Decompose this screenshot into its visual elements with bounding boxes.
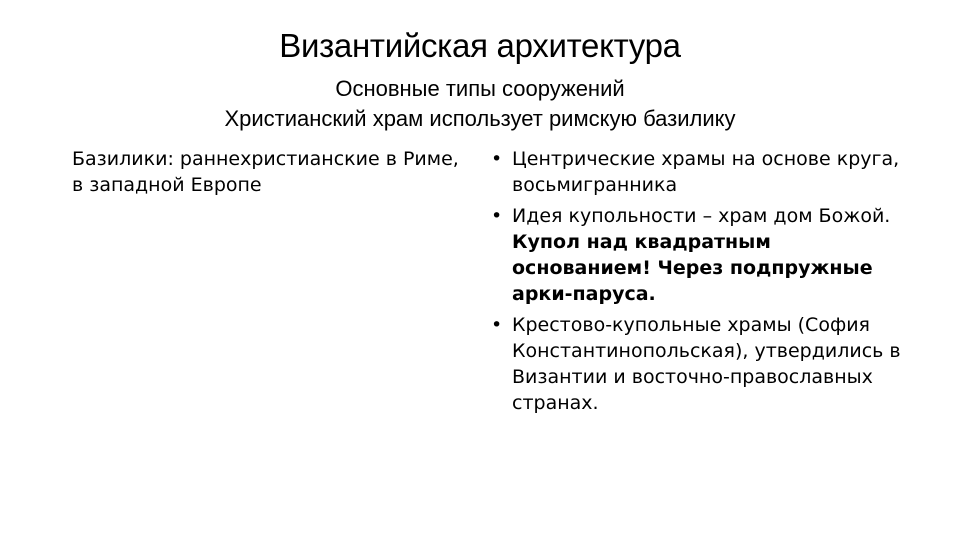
bullet-text-regular: Идея купольности – храм дом Божой. [512,205,891,227]
bullet-text: Крестово-купольные храмы (София Константинопольская), утвердились в Византии и восточно-православных странах. [512,314,901,414]
bullet-text-bold: Купол над квадратным основанием! Через подпружные арки-паруса. [512,231,873,305]
bullet-list [490,146,905,416]
slide-subtitle-line2: Христианский храм использует римскую базилику [224,106,736,131]
right-column [490,146,905,421]
bullet-dot-icon: • [491,148,503,170]
bullet-dot-icon: • [491,314,503,336]
left-column [72,146,467,198]
bullet-item-centric [490,146,905,198]
bullet-item-cross-dome [490,312,905,416]
bullet-dot-icon: • [491,205,503,227]
slide-title: Византийская архитектура [279,27,681,64]
bullet-text: Центрические храмы на основе круга, восьмигранника [512,148,900,196]
slide-subtitle-line1: Основные типы сооружений [335,76,625,101]
left-column-text: Базилики: раннехристианские в Риме, в западной Европе [72,148,459,196]
bullet-item-dome [490,203,905,307]
